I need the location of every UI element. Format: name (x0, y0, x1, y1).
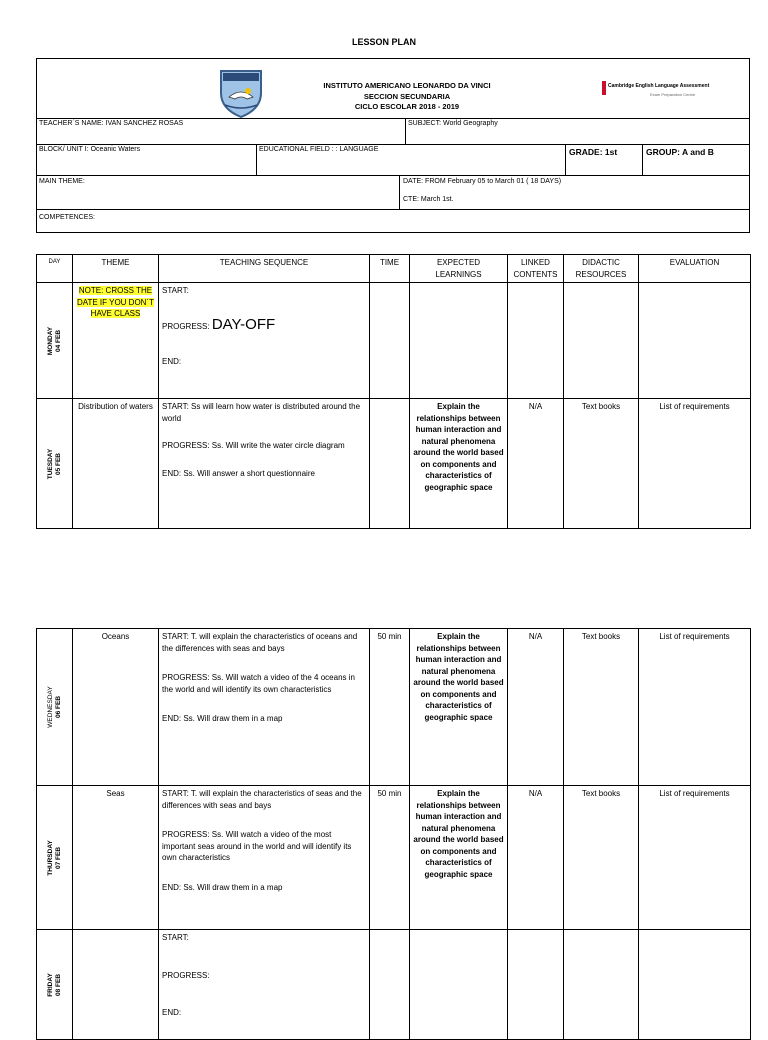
evaluation-cell: List of requirements (639, 786, 751, 930)
cte-date: CTE: March 1st. (403, 196, 454, 203)
expected-cell: Explain the relationships between human interaction and natural phenomena around the world based on components and characteristics of geographic space (410, 629, 508, 786)
school-section: SECCION SECUNDARIA (363, 91, 451, 101)
progress-text: PROGRESS: Ss. Will watch a video of the most important seas around in the world and will identify its own characteristics (162, 830, 352, 862)
time-cell (370, 283, 410, 399)
day-date: 04 FEB (54, 329, 62, 352)
teacher-name: TEACHER´S NAME: IVAN SANCHEZ ROSAS (39, 120, 184, 127)
sequence-cell (159, 629, 370, 786)
day-date: 08 FEB (54, 973, 62, 996)
educational-field: EDUCATIONAL FIELD : : LANGUAGE (259, 146, 379, 153)
sequence-cell (159, 283, 370, 399)
note-highlight: NOTE: CROSS THE DATE IF YOU DON´T HAVE CLASS (76, 286, 155, 318)
expected-cell (410, 930, 508, 1040)
sequence-cell (159, 930, 370, 1040)
sequence-cell (159, 399, 370, 529)
start-text: START: T. will explain the characteristics of seas and the differences with seas and bays (162, 789, 362, 810)
linked-cell (508, 930, 564, 1040)
table-row (37, 399, 751, 529)
start-text: START: Ss will learn how water is distributed around the world (162, 402, 361, 423)
lesson-table-1 (36, 254, 751, 529)
school-logo-icon (217, 67, 265, 119)
col-day: DAY (37, 255, 73, 283)
col-teaching-sequence: TEACHING SEQUENCE (159, 255, 370, 283)
day-cell (37, 283, 73, 399)
day-off-label: DAY-OFF (211, 315, 276, 333)
day-cell (37, 930, 73, 1040)
date-range: DATE: FROM February 05 to March 01 ( 18 DAYS) (403, 178, 562, 185)
end-text: END: (162, 1008, 182, 1017)
day-name: MONDAY (46, 326, 54, 355)
theme-cell: Distribution of waters (73, 399, 159, 529)
progress-text: PROGRESS: Ss. Will write the water circle diagram (162, 441, 345, 450)
resources-cell: Text books (564, 399, 639, 529)
expected-cell (410, 283, 508, 399)
start-text: START: (162, 933, 189, 942)
resources-cell (564, 930, 639, 1040)
cambridge-text: Cambridge English Language Assessment (608, 83, 710, 89)
col-didactic-resources: DIDACTIC RESOURCES (564, 255, 639, 283)
expected-cell: Explain the relationships between human interaction and natural phenomena around the world based on components and characteristics of geographic space (410, 786, 508, 930)
school-name: INSTITUTO AMERICANO LEONARDO DA VINCI (323, 81, 491, 90)
linked-cell: N/A (508, 399, 564, 529)
col-linked-contents: LINKED CONTENTS (508, 255, 564, 283)
theme-cell (73, 283, 159, 399)
page-title: LESSON PLAN (351, 37, 416, 47)
day-name: FRIDAY (46, 972, 54, 997)
evaluation-cell (639, 283, 751, 399)
evaluation-cell: List of requirements (639, 629, 751, 786)
subject: SUBJECT: World Geography (408, 120, 498, 127)
linked-cell: N/A (508, 786, 564, 930)
day-name: WEDNESDAY (46, 686, 54, 728)
col-time: TIME (370, 255, 410, 283)
school-name-block (267, 81, 547, 113)
day-name: TUESDAY (46, 448, 54, 479)
table-row (37, 283, 751, 399)
resources-cell: Text books (564, 629, 639, 786)
table-row (37, 930, 751, 1040)
block-unit: BLOCK/ UNIT I: Oceanic Waters (39, 146, 141, 153)
col-theme: THEME (73, 255, 159, 283)
cambridge-subtext: Exam Preparation Centre (650, 92, 696, 97)
header-box (36, 58, 750, 233)
day-cell (37, 399, 73, 529)
end-text: END: Ss. Will draw them in a map (162, 882, 283, 892)
cambridge-logo (602, 81, 712, 111)
col-evaluation: EVALUATION (639, 255, 751, 283)
evaluation-cell: List of requirements (639, 399, 751, 529)
day-cell (37, 786, 73, 930)
grade: GRADE: 1st (569, 147, 618, 157)
time-cell (370, 930, 410, 1040)
col-expected-learnings: EXPECTED LEARNINGS (410, 255, 508, 283)
day-name: THURSDAY (46, 839, 54, 876)
sequence-cell (159, 786, 370, 930)
day-date: 06 FEB (54, 695, 62, 719)
end-text: END: Ss. Will answer a short questionnaire (162, 468, 315, 478)
expected-cell: Explain the relationships between human interaction and natural phenomena around the world based on components and characteristics of geographic space (410, 399, 508, 529)
day-date: 07 FEB (54, 846, 62, 869)
evaluation-cell (639, 930, 751, 1040)
resources-cell: Text books (564, 786, 639, 930)
lesson-table-2 (36, 628, 751, 1040)
day-cell (37, 629, 73, 786)
day-date: 05 FEB (54, 452, 62, 475)
cambridge-mark-icon (602, 81, 606, 95)
table-row (37, 786, 751, 930)
theme-cell: Oceans (73, 629, 159, 786)
linked-cell: N/A (508, 629, 564, 786)
group: GROUP: A and B (646, 147, 714, 157)
end-text: END: Ss. Will draw them in a map (162, 714, 283, 723)
competences: COMPETENCES: (39, 214, 96, 221)
linked-cell (508, 283, 564, 399)
progress-text: PROGRESS: Ss. Will watch a video of the 4 oceans in the world and will identify its own characteristics (162, 673, 355, 694)
theme-cell (73, 930, 159, 1040)
time-cell: 50 min (370, 629, 410, 786)
table-row (37, 629, 751, 786)
progress-label: PROGRESS: (162, 321, 210, 331)
resources-cell (564, 283, 639, 399)
school-cycle: CICLO ESCOLAR 2018 - 2019 (354, 102, 460, 111)
main-theme: MAIN THEME: (39, 178, 85, 185)
start-text: START: (162, 286, 189, 295)
start-text: START: T. will explain the characteristics of oceans and the differences with seas and bays (162, 632, 358, 653)
progress-text: PROGRESS: (162, 970, 210, 980)
time-cell (370, 399, 410, 529)
time-cell: 50 min (370, 786, 410, 930)
end-text: END: (162, 357, 182, 366)
theme-cell: Seas (73, 786, 159, 930)
